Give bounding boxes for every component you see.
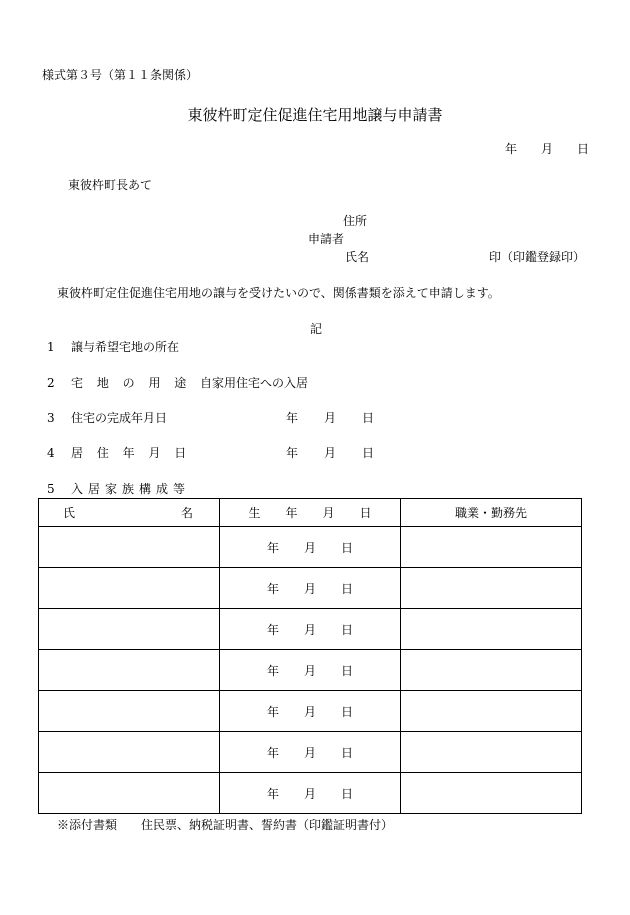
item-number: 1 <box>47 340 55 354</box>
birth-cell[interactable] <box>220 527 401 568</box>
date-year: 年 <box>286 446 299 460</box>
date-day: 日 <box>577 142 590 156</box>
attachments-note: ※添付書類 住民票、納税証明書、誓約書（印鑑証明書付） <box>57 818 394 832</box>
name-label: 氏名 <box>345 250 370 264</box>
table-row <box>39 732 582 773</box>
birth-year: 年 <box>266 581 279 596</box>
job-cell[interactable] <box>401 732 582 773</box>
item-residence-date <box>47 446 191 460</box>
application-statement: 東彼杵町定住促進住宅用地の譲与を受けたいので、関係書類を添えて申請します。 <box>57 286 500 300</box>
item-label: 譲与希望宅地の所在 <box>71 340 180 354</box>
item-family <box>47 482 190 496</box>
item-label: 入居家族構成等 <box>71 482 191 496</box>
birth-day: 日 <box>340 704 353 719</box>
item-number: 2 <box>47 376 55 390</box>
birth-month: 月 <box>303 704 316 719</box>
birth-day: 日 <box>340 663 353 678</box>
header-job: 職業・勤務先 <box>401 499 582 527</box>
table-row <box>39 650 582 691</box>
header-birth <box>220 499 401 527</box>
date-day: 日 <box>362 411 375 425</box>
date-day: 日 <box>362 446 375 460</box>
birth-month: 月 <box>303 622 316 637</box>
header-name <box>39 499 220 527</box>
name-cell[interactable] <box>39 732 220 773</box>
item-label: 宅 地 の 用 途 <box>71 376 192 390</box>
item-number: 4 <box>47 446 55 460</box>
header-birth-char: 年 <box>285 506 298 520</box>
birth-year: 年 <box>266 622 279 637</box>
birth-cell[interactable] <box>220 568 401 609</box>
job-cell[interactable] <box>401 773 582 814</box>
birth-cell[interactable] <box>220 773 401 814</box>
ki-heading: 記 <box>310 322 323 336</box>
birth-day: 日 <box>340 581 353 596</box>
birth-year: 年 <box>266 704 279 719</box>
item-completion-date <box>47 411 167 425</box>
birth-day: 日 <box>340 622 353 637</box>
table-row <box>39 568 582 609</box>
job-cell[interactable] <box>401 527 582 568</box>
job-cell[interactable] <box>401 691 582 732</box>
birth-year: 年 <box>266 540 279 555</box>
birth-day: 日 <box>340 745 353 760</box>
birth-day: 日 <box>340 786 353 801</box>
birth-month: 月 <box>303 786 316 801</box>
completion-date <box>286 411 400 425</box>
birth-month: 月 <box>303 581 316 596</box>
name-cell[interactable] <box>39 527 220 568</box>
job-cell[interactable] <box>401 568 582 609</box>
birth-year: 年 <box>266 663 279 678</box>
date-month: 月 <box>324 446 337 460</box>
table-row <box>39 609 582 650</box>
address-label: 住所 <box>343 214 368 228</box>
date-year: 年 <box>505 142 518 156</box>
header-birth-char: 生 <box>248 506 261 520</box>
addressee: 東彼杵町長あて <box>68 178 153 192</box>
table-header-row <box>39 499 582 527</box>
birth-month: 月 <box>303 663 316 678</box>
name-cell[interactable] <box>39 650 220 691</box>
item-location <box>47 340 179 354</box>
item-land-use <box>47 376 191 390</box>
birth-year: 年 <box>266 745 279 760</box>
name-cell[interactable] <box>39 773 220 814</box>
birth-cell[interactable] <box>220 650 401 691</box>
item-label: 居 住 年 月 日 <box>71 446 192 460</box>
header-name-left: 氏 <box>63 506 76 520</box>
date-month: 月 <box>324 411 337 425</box>
item-label: 住宅の完成年月日 <box>71 411 168 425</box>
header-name-right: 名 <box>180 506 193 520</box>
birth-year: 年 <box>266 786 279 801</box>
table-row <box>39 527 582 568</box>
header-birth-char: 月 <box>322 506 335 520</box>
birth-month: 月 <box>303 540 316 555</box>
item-number: 5 <box>47 482 55 496</box>
seal-label: 印（印鑑登録印） <box>489 250 586 264</box>
land-use-value: 自家用住宅への入居 <box>200 376 309 390</box>
job-cell[interactable] <box>401 650 582 691</box>
applicant-label: 申請者 <box>308 232 345 246</box>
birth-cell[interactable] <box>220 732 401 773</box>
name-cell[interactable] <box>39 609 220 650</box>
name-cell[interactable] <box>39 568 220 609</box>
birth-month: 月 <box>303 745 316 760</box>
form-number: 様式第３号（第１１条関係） <box>42 68 199 82</box>
job-cell[interactable] <box>401 609 582 650</box>
residence-date <box>286 446 400 460</box>
header-birth-char: 日 <box>359 506 372 520</box>
date-year: 年 <box>286 411 299 425</box>
application-date <box>505 142 589 156</box>
birth-day: 日 <box>340 540 353 555</box>
item-number: 3 <box>47 411 55 425</box>
table-row <box>39 773 582 814</box>
date-month: 月 <box>541 142 554 156</box>
birth-cell[interactable] <box>220 609 401 650</box>
document-title: 東彼杵町定住促進住宅用地譲与申請書 <box>187 106 443 124</box>
family-table <box>38 498 582 814</box>
birth-cell[interactable] <box>220 691 401 732</box>
table-row <box>39 691 582 732</box>
name-cell[interactable] <box>39 691 220 732</box>
